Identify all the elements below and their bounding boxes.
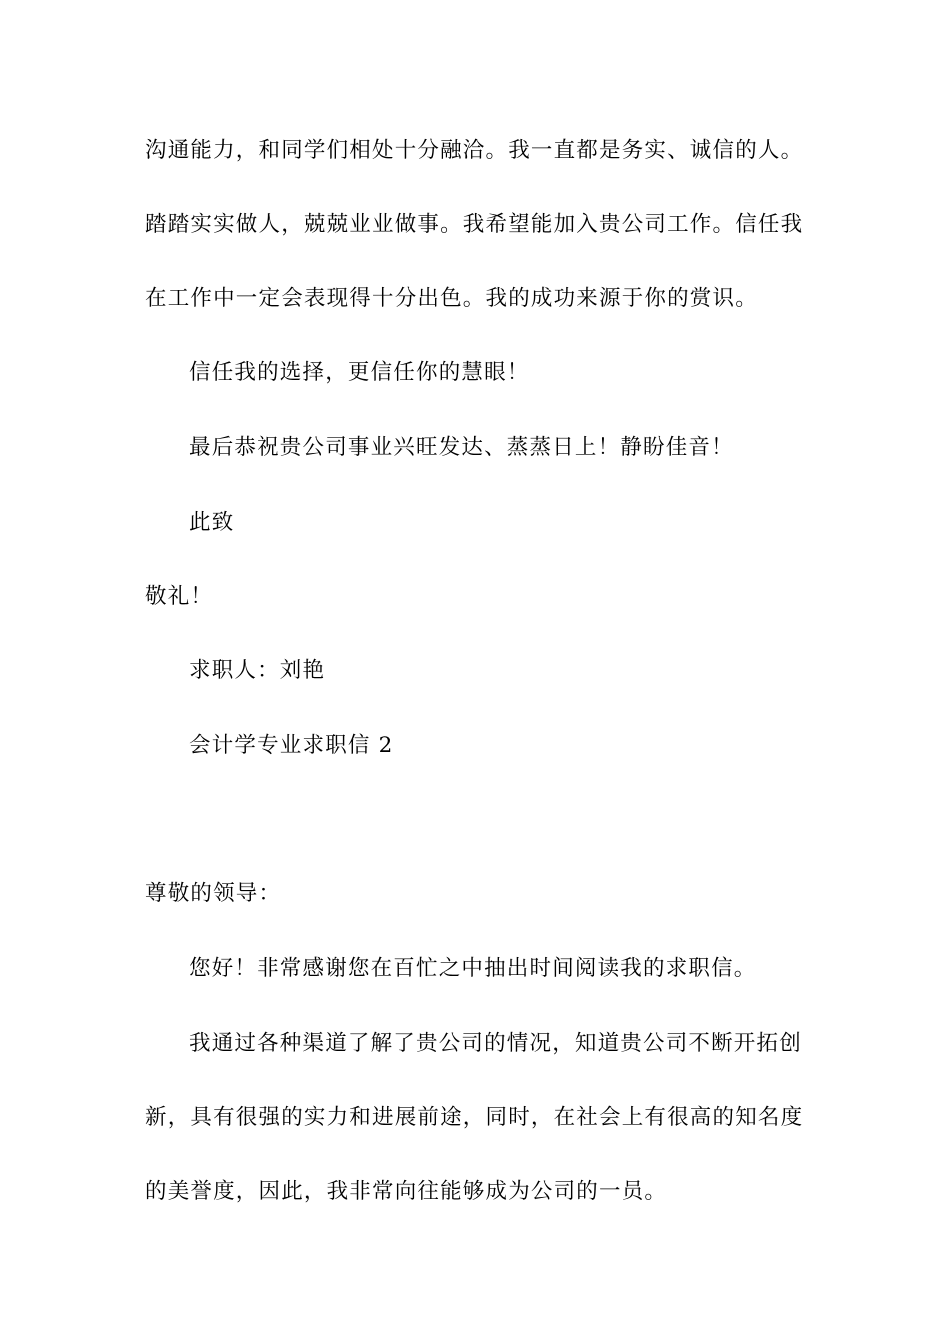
paragraph-line: 信任我的选择，更信任你的慧眼！: [189, 360, 530, 385]
paragraph-line: 我通过各种渠道了解了贵公司的情况，知道贵公司不断开拓创: [189, 1031, 802, 1056]
section-title: 会计学专业求职信 2: [189, 733, 394, 758]
paragraph-line: 的美誉度，因此，我非常向往能够成为公司的一员。: [145, 1179, 668, 1204]
paragraph-line: 沟通能力，和同学们相处十分融洽。我一直都是务实、诚信的人。: [145, 138, 804, 163]
signature-line: 求职人：刘艳: [189, 658, 326, 683]
greeting: 尊敬的领导：: [145, 881, 282, 906]
closing-salutation: 此致: [189, 510, 235, 535]
paragraph-line: 最后恭祝贵公司事业兴旺发达、蒸蒸日上！静盼佳音！: [189, 435, 734, 460]
paragraph-line: 新，具有很强的实力和进展前途，同时，在社会上有很高的知名度: [145, 1105, 804, 1130]
paragraph-line: 在工作中一定会表现得十分出色。我的成功来源于你的赏识。: [145, 286, 758, 311]
paragraph-line: 踏踏实实做人，兢兢业业做事。我希望能加入贵公司工作。信任我: [145, 212, 804, 237]
closing-regards: 敬礼！: [145, 584, 214, 609]
paragraph-line: 您好！非常感谢您在百忙之中抽出时间阅读我的求职信。: [189, 956, 757, 981]
